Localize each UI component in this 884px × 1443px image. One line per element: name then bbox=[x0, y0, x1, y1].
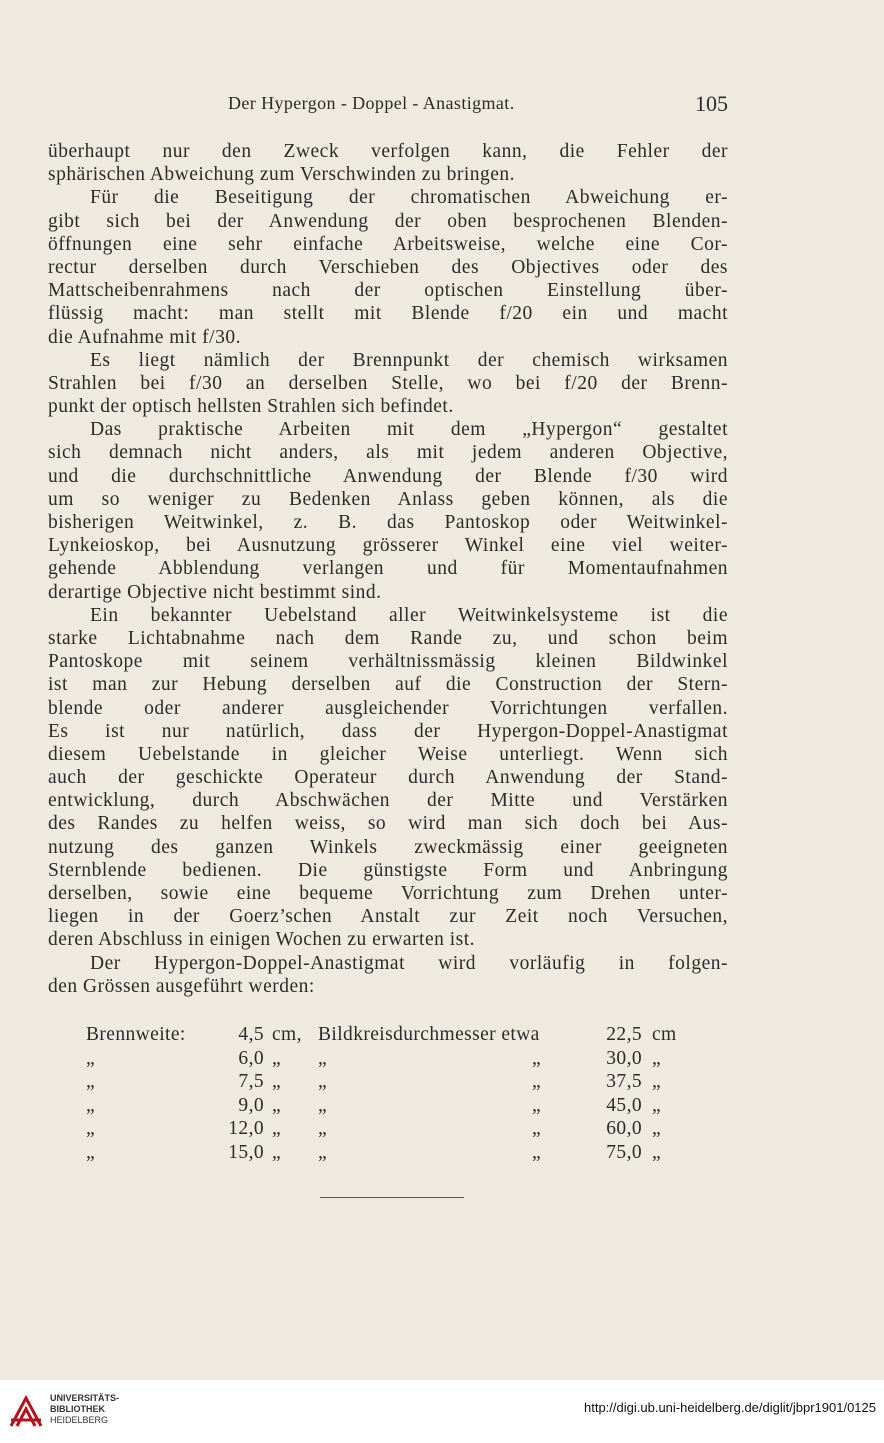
text-line: deren Abschluss in einigen Wochen zu erwarten ist. bbox=[48, 929, 476, 951]
table-row bbox=[86, 1048, 706, 1072]
text-line: Es liegt nämlich der Brennpunkt der chemisch wirksamen bbox=[90, 349, 728, 371]
text-line: Sternblende bedienen. Die günstigste Form und Anbringung bbox=[48, 859, 728, 881]
text-line: sphärischen Abweichung zum Verschwinden zu bringen. bbox=[48, 164, 516, 186]
table-cell: 75,0 bbox=[606, 1141, 642, 1163]
table-cell: 9,0 bbox=[238, 1094, 264, 1116]
library-name-line-3: HEIDELBERG bbox=[50, 1415, 109, 1425]
table-cell: Brennweite: bbox=[86, 1024, 186, 1045]
table-cell: „ bbox=[532, 1094, 542, 1116]
text-line: ist man zur Hebung derselben auf die Construction der Stern- bbox=[48, 674, 728, 696]
table-row bbox=[86, 1071, 706, 1095]
library-name bbox=[50, 1393, 119, 1426]
table-cell: „ bbox=[532, 1118, 542, 1139]
table-cell: „ bbox=[86, 1047, 96, 1069]
library-name-line-2: BIBLIOTHEK bbox=[50, 1404, 105, 1414]
table-cell: „ bbox=[272, 1141, 282, 1163]
text-line: um so weniger zu Bedenken Anlass geben können, als die bbox=[48, 488, 728, 510]
text-line: rectur derselben durch Verschieben des Objectives oder des bbox=[48, 256, 728, 278]
library-logo-icon bbox=[8, 1390, 44, 1430]
permalink-url[interactable]: http://digi.ub.uni-heidelberg.de/diglit/jbpr1901/0125 bbox=[584, 1400, 876, 1415]
table-cell: cm, bbox=[272, 1024, 302, 1045]
table-cell: „ bbox=[86, 1071, 96, 1092]
table-cell: 45,0 bbox=[606, 1094, 642, 1116]
text-line: öffnungen eine sehr einfache Arbeitsweise, welche eine Cor- bbox=[48, 233, 728, 255]
table-cell: 60,0 bbox=[606, 1118, 642, 1139]
text-line: sich demnach nicht anders, als mit jedem anderen Objective, bbox=[48, 442, 728, 464]
text-line: diesem Uebelstande in gleicher Weise unterliegt. Wenn sich bbox=[48, 743, 728, 765]
table-cell: „ bbox=[86, 1118, 96, 1139]
table-cell: 12,0 bbox=[228, 1118, 264, 1139]
table-cell: Bildkreisdurchmesser etwa bbox=[318, 1024, 540, 1045]
text-line: Ein bekannter Uebelstand aller Weitwinkelsysteme ist die bbox=[90, 604, 728, 626]
table-cell: 15,0 bbox=[228, 1141, 264, 1163]
text-line: bisherigen Weitwinkel, z. B. das Pantoskop oder Weitwinkel- bbox=[48, 512, 728, 533]
table-cell: 37,5 bbox=[606, 1071, 642, 1092]
table-cell: 22,5 bbox=[606, 1024, 642, 1045]
text-line: Strahlen bei f/30 an derselben Stelle, wo bei f/20 der Brenn- bbox=[48, 372, 728, 394]
text-line: den Grössen ausgeführt werden: bbox=[48, 975, 315, 997]
text-line: Lynkeioskop, bei Ausnutzung grösserer Winkel eine viel weiter- bbox=[48, 535, 728, 557]
table-cell: „ bbox=[318, 1141, 328, 1163]
table-cell: „ bbox=[532, 1141, 542, 1163]
text-line: die Aufnahme mit f/30. bbox=[48, 326, 241, 348]
text-line: des Randes zu helfen weiss, so wird man sich doch bei Aus- bbox=[48, 813, 728, 835]
text-line: entwicklung, durch Abschwächen der Mitte und Verstärken bbox=[48, 790, 728, 812]
text-line: derselben, sowie eine bequeme Vorrichtung zum Drehen unter- bbox=[48, 883, 728, 904]
table-cell: „ bbox=[272, 1047, 282, 1069]
text-line: Mattscheibenrahmens nach der optischen Einstellung über- bbox=[48, 280, 728, 302]
table-cell: „ bbox=[652, 1094, 662, 1116]
table-cell: 30,0 bbox=[606, 1047, 642, 1069]
text-line: blende oder anderer ausgleichender Vorrichtungen verfallen. bbox=[48, 697, 728, 719]
text-line: Pantoskope mit seinem verhältnissmässig kleinen Bildwinkel bbox=[48, 651, 728, 673]
table-cell: „ bbox=[652, 1071, 662, 1092]
table-cell: „ bbox=[272, 1118, 282, 1139]
table-cell: „ bbox=[86, 1094, 96, 1116]
text-line: liegen in der Goerz’schen Anstalt zur Zeit noch Versuchen, bbox=[48, 906, 728, 928]
text-line: und die durchschnittliche Anwendung der Blende f/30 wird bbox=[48, 465, 728, 487]
text-line: punkt der optisch hellsten Strahlen sich befindet. bbox=[48, 396, 454, 418]
text-line: Es ist nur natürlich, dass der Hypergon-Doppel-Anastigmat bbox=[48, 720, 728, 742]
table-cell: „ bbox=[652, 1047, 662, 1069]
text-line: überhaupt nur den Zweck verfolgen kann, die Fehler der bbox=[48, 141, 728, 162]
table-row bbox=[86, 1095, 706, 1119]
closing-rule bbox=[320, 1197, 464, 1198]
text-line: gibt sich bei der Anwendung der oben besprochenen Blenden- bbox=[48, 210, 728, 232]
table-cell: cm bbox=[652, 1024, 677, 1045]
table-cell: 7,5 bbox=[238, 1071, 264, 1092]
table-cell: 4,5 bbox=[238, 1024, 264, 1045]
text-line: gehende Abblendung verlangen und für Momentaufnahmen bbox=[48, 558, 728, 580]
table-row bbox=[86, 1142, 706, 1166]
table-cell: „ bbox=[318, 1118, 328, 1139]
text-line: Für die Beseitigung der chromatischen Abweichung er- bbox=[90, 187, 728, 209]
table-cell: „ bbox=[86, 1141, 96, 1163]
page-number: 105 bbox=[695, 91, 728, 116]
running-title: Der Hypergon - Doppel - Anastigmat. bbox=[228, 93, 515, 113]
page-header bbox=[48, 93, 728, 123]
table-cell: „ bbox=[272, 1071, 282, 1092]
table-cell: 6,0 bbox=[238, 1047, 264, 1069]
text-line: auch der geschickte Operateur durch Anwendung der Stand- bbox=[48, 767, 728, 789]
table-cell: „ bbox=[318, 1047, 328, 1069]
text-line: flüssig macht: man stellt mit Blende f/20 ein und macht bbox=[48, 303, 728, 325]
table-cell: „ bbox=[652, 1141, 662, 1163]
table-cell: „ bbox=[652, 1118, 662, 1139]
focal-length-table bbox=[86, 1024, 706, 1165]
table-cell: „ bbox=[272, 1094, 282, 1116]
table-row bbox=[86, 1118, 706, 1142]
table-cell: „ bbox=[318, 1071, 328, 1092]
text-line: Das praktische Arbeiten mit dem „Hypergon“ gestaltet bbox=[90, 419, 728, 441]
text-line: Der Hypergon-Doppel-Anastigmat wird vorläufig in folgen- bbox=[90, 952, 728, 974]
table-row bbox=[86, 1024, 706, 1048]
text-line: starke Lichtabnahme nach dem Rande zu, und schon beim bbox=[48, 627, 728, 649]
text-line: nutzung des ganzen Winkels zweckmässig einer geeigneten bbox=[48, 836, 728, 858]
text-line: derartige Objective nicht bestimmt sind. bbox=[48, 581, 382, 603]
table-cell: „ bbox=[318, 1094, 328, 1116]
body-text bbox=[48, 140, 728, 998]
table-cell: „ bbox=[532, 1071, 542, 1092]
table-cell: „ bbox=[532, 1047, 542, 1069]
footer-bar bbox=[0, 1380, 884, 1443]
library-name-line-1: UNIVERSITÄTS- bbox=[50, 1393, 120, 1403]
